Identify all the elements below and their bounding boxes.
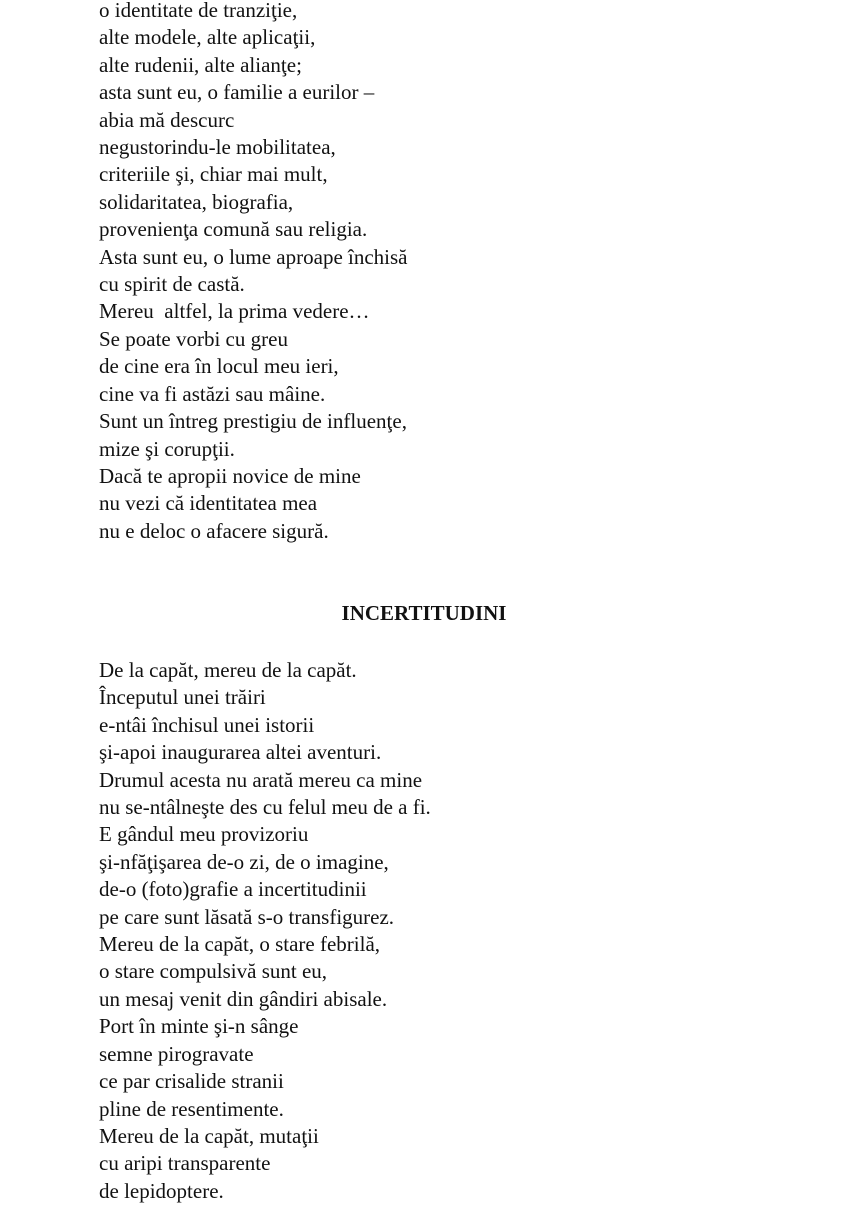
poem-line: o stare compulsivă sunt eu, — [99, 959, 328, 984]
poem-line: Mereu altfel, la prima vedere… — [99, 299, 370, 324]
poem-line: negustorindu-le mobilitatea, — [99, 135, 336, 160]
poem-line: cine va fi astăzi sau mâine. — [99, 381, 326, 406]
poem-line: şi-apoi inaugurarea altei aventuri. — [99, 740, 382, 765]
poem-line: provenienţa comună sau religia. — [99, 217, 368, 242]
poem-line: De la capăt, mereu de la capăt. — [99, 658, 357, 682]
poem-line: mize şi corupţii. — [99, 436, 235, 461]
poem-line: cu aripi transparente — [99, 1151, 271, 1176]
poem-line: semne pirogravate — [99, 1041, 254, 1066]
poem-line: nu se-ntâlneşte des cu felul meu de a fi. — [99, 795, 431, 820]
poem-line: Dacă te apropii novice de mine — [99, 463, 361, 488]
poem-line: ce par crisalide stranii — [99, 1069, 284, 1094]
poem-line: E gândul meu provizoriu — [99, 822, 309, 847]
poem-line: nu vezi că identitatea mea — [99, 491, 318, 516]
poem-line: Începutul unei trăiri — [99, 685, 266, 710]
poem-line: alte rudenii, alte alianţe; — [99, 52, 302, 77]
poem-line: cu spirit de castă. — [99, 272, 245, 297]
poem-line: abia mă descurc — [99, 107, 235, 132]
poem-line: Sunt un întreg prestigiu de influenţe, — [99, 409, 407, 434]
poem-line: solidaritatea, biografia, — [99, 189, 294, 214]
poem-line: Se poate vorbi cu greu — [99, 326, 288, 351]
poem-line: Mereu de la capăt, o stare febrilă, — [99, 932, 381, 957]
poem-stanza-previous — [99, 0, 408, 545]
poem-title: INCERTITUDINI — [341, 601, 507, 625]
poem-line: de lepidoptere. — [99, 1178, 224, 1203]
poem-line: de-o (foto)grafie a incertitudinii — [99, 877, 367, 902]
poem-line: Drumul acesta nu arată mereu ca mine — [99, 767, 423, 792]
poem-line: pe care sunt lăsată s-o transfigurez. — [99, 904, 395, 929]
poem-line: o identitate de tranziţie, — [99, 0, 298, 22]
poem-line: nu e deloc o afacere sigură. — [99, 518, 329, 543]
poem-line: criteriile şi, chiar mai mult, — [99, 162, 328, 187]
poem-line: pline de resentimente. — [99, 1096, 284, 1121]
poem-line: Asta sunt eu, o lume aproape închisă — [99, 244, 408, 269]
poem-stanza-incertitudini — [99, 657, 431, 1205]
poem-line: Port în minte şi-n sânge — [99, 1014, 299, 1039]
poem-line: asta sunt eu, o familie a eurilor – — [99, 80, 375, 105]
poem-line: un mesaj venit din gândiri abisale. — [99, 986, 388, 1011]
poem-line: de cine era în locul meu ieri, — [99, 354, 339, 379]
poem-line: Mereu de la capăt, mutaţii — [99, 1123, 319, 1148]
poem-line: şi-nfăţişarea de-o zi, de o imagine, — [99, 849, 389, 874]
poem-line: e-ntâi închisul unei istorii — [99, 712, 315, 737]
poem-line: alte modele, alte aplicaţii, — [99, 25, 316, 50]
